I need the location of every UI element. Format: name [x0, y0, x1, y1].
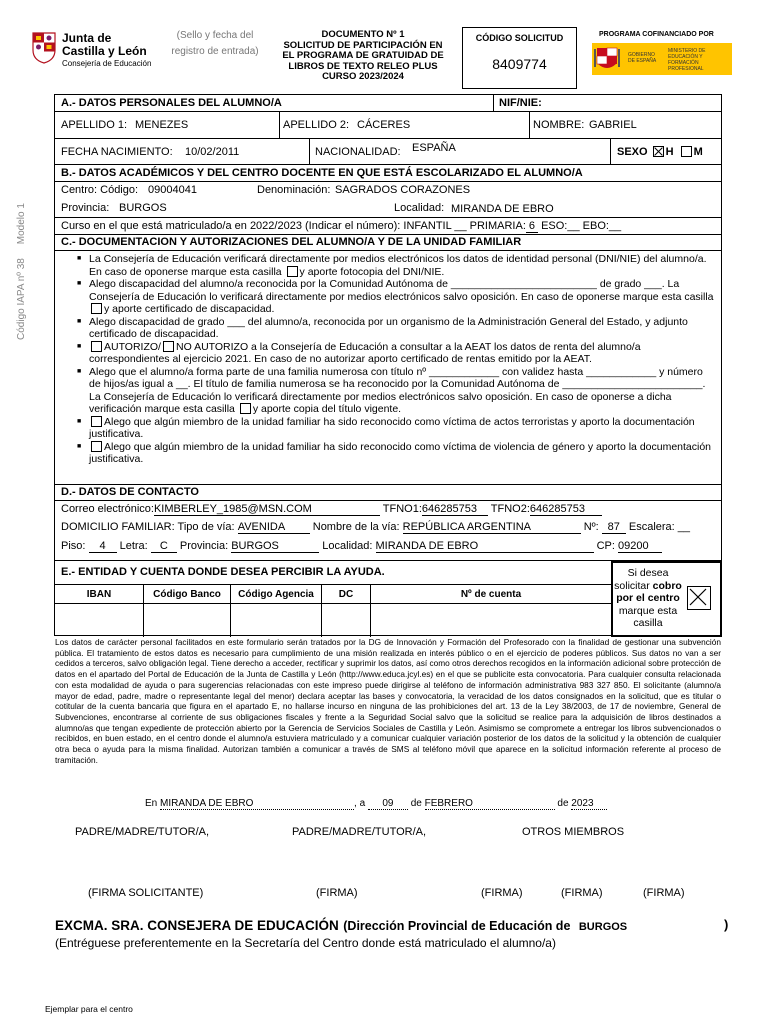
iban-input[interactable] [55, 604, 143, 637]
no-autorizo-checkbox[interactable] [163, 341, 174, 352]
list-item: ■ Alego discapacidad de grado ___ del alumno/a, reconocida por un organismo de la Administración General del Estado, y adjunto certificado de discapacidad. [89, 316, 716, 341]
denominacion-field[interactable]: SAGRADOS CORAZONES [335, 184, 471, 196]
firma-label-2: (FIRMA) [316, 887, 358, 899]
curso-text: Curso en el que está matriculado/a en 2022/2023 (Indicar el número): INFANTIL __ PRIMARIA: [61, 220, 526, 232]
contact-line2: DOMICILIO FAMILIAR: Tipo de vía: AVENIDA Nombre de la vía: REPÚBLICA ARGENTINA Nº: 87 Escalera: __ [61, 521, 691, 533]
denominacion-label: Denominación: [257, 184, 331, 196]
list-item: ■ Alego que algún miembro de la unidad familiar ha sido reconocido como víctima de actos terroristas y aporto la documentación justificativa. [89, 416, 716, 441]
section-b-provincia [55, 199, 722, 218]
ministerio-logo [592, 43, 732, 75]
section-c-header [55, 235, 722, 251]
document-title-block [270, 30, 456, 83]
list-item: ■ Alego que el alumno/a forma parte de una familia numerosa con título nº ____________ con validez hasta ____________ y número de hijos/as igual a __. El título de familia numerosa se ha reconocido por la Comunidad Autónoma de ________________________. La Consejería de Educación lo verificará directamente por medios electrónicos salvo oposición. En caso de oponerse a dicha verificación marque esta casilla y aporte copia del título vigente. [89, 366, 716, 416]
divider [610, 139, 611, 165]
section-b-curso [55, 218, 722, 235]
castilla-leon-shield-icon [32, 32, 56, 64]
col-agencia: Código Agencia [238, 589, 314, 600]
doc-sub2: EL PROGRAMA DE GRATUIDAD DE [282, 50, 444, 61]
contact-line3: Piso: 4 Letra: C Provincia: BURGOS Localidad: MIRANDA DE EBRO CP: 09200 [61, 540, 662, 553]
col-cuenta: Nº de cuenta [460, 589, 522, 600]
doc-sub3: LIBROS DE TEXTO RELEO PLUS [288, 60, 438, 72]
numero-field[interactable]: 87 [602, 521, 626, 534]
banco-input[interactable] [144, 604, 230, 637]
nif-label: NIF/NIE: [499, 97, 542, 109]
section-a-header [55, 95, 722, 112]
doc-title: DOCUMENTO Nº 1 [321, 29, 405, 40]
section-d-title: D.- DATOS DE CONTACTO [61, 486, 199, 498]
nacionalidad-field[interactable]: ESPAÑA [412, 142, 456, 154]
provincia-field[interactable]: BURGOS [119, 202, 167, 214]
spain-coat-of-arms-icon [594, 44, 624, 74]
sello-text: (Sello y fecha del registro de entrada) [171, 30, 259, 57]
list-item: ■ Alego discapacidad del alumno/a reconocida por la Comunidad Autónoma de _________________________ de grado ___. La Consejería de Educación lo verificará directamente por medios electrónicos salvo oposición. En caso de oponerse marque esta casilla y aporte certificado de discapacidad. [89, 278, 716, 316]
signature-area-3[interactable] [470, 842, 710, 882]
autorizo-checkbox[interactable] [91, 341, 102, 352]
province-field[interactable]: BURGOS [578, 921, 628, 933]
section-c-title: C.- DOCUMENTACION Y AUTORIZACIONES DEL ALUMNO/A Y DE LA UNIDAD FAMILIAR [61, 236, 522, 248]
dc-input[interactable] [322, 604, 370, 637]
section-d-header [55, 485, 722, 501]
section-b-title: B.- DATOS ACADÉMICOS Y DEL CENTRO DOCENTE EN QUE ESTÁ ESCOLARIZADO EL ALUMNO/A [61, 167, 583, 179]
ministerio-text: MINISTERIO DE EDUCACIÓN Y FORMACIÓN PROFESIONAL [668, 48, 706, 72]
victima-terrorismo-checkbox[interactable] [91, 416, 102, 427]
oposicion-dni-checkbox[interactable] [287, 266, 298, 277]
signature-area-2[interactable] [292, 842, 442, 882]
nombre-label: NOMBRE: [533, 119, 585, 131]
codigo-label: CÓDIGO SOLICITUD [475, 33, 564, 43]
tipo-via-field[interactable]: AVENIDA [238, 521, 310, 534]
logo-line1: Junta de [62, 31, 112, 45]
apellido1-field[interactable]: MENEZES [135, 119, 189, 131]
addressee-close: ) [724, 917, 729, 932]
oposicion-discapacidad-checkbox[interactable] [91, 303, 102, 314]
email-field[interactable]: KIMBERLEY_1985@MSN.COM [154, 503, 380, 516]
apellido2-field[interactable]: CÁCERES [357, 119, 411, 131]
sexo-group [617, 146, 703, 158]
nombre-field[interactable]: GABRIEL [589, 119, 637, 131]
day-field[interactable]: 09 [368, 798, 408, 810]
delivery-note: (Entréguese preferentemente en la Secretaría del Centro donde está matriculado el alumno/a) [55, 936, 556, 950]
doc-sub1: SOLICITUD DE PARTICIPACIÓN EN [283, 39, 443, 51]
apellido1-label: APELLIDO 1: [61, 119, 128, 131]
cobro-centro-checkbox[interactable] [687, 586, 711, 610]
col-dc: DC [338, 589, 354, 600]
city-field[interactable]: MIRANDA DE EBRO [160, 798, 354, 810]
gobierno-text: GOBIERNO DE ESPAÑA [628, 52, 657, 64]
primaria-field[interactable]: 6 [526, 220, 538, 233]
divider [309, 139, 310, 165]
localidad-field[interactable]: MIRANDA DE EBRO [451, 203, 554, 215]
divider [279, 112, 280, 139]
nacionalidad-label: NACIONALIDAD: [315, 146, 401, 158]
cuenta-input[interactable] [371, 604, 611, 637]
localidad-label: Localidad: [394, 202, 445, 214]
section-a-names [55, 112, 722, 139]
violencia-genero-checkbox[interactable] [91, 441, 102, 452]
localidad-contact-field[interactable]: MIRANDA DE EBRO [376, 540, 594, 553]
signature-area-1[interactable] [75, 842, 225, 882]
check-x-icon [687, 586, 709, 608]
sexo-h-label: H [665, 146, 674, 158]
logo [32, 32, 162, 72]
provincia-label: Provincia: [61, 202, 110, 214]
section-b-header [55, 165, 722, 182]
logo-line3: Consejería de Educación [62, 59, 152, 68]
direccion-provincial: (Dirección Provincial de Educación de [343, 919, 571, 933]
cofinanciado-label: PROGRAMA COFINANCIADO POR [599, 31, 714, 38]
sexo-m-checkbox[interactable] [681, 146, 692, 157]
section-e [55, 562, 611, 636]
divider [529, 112, 530, 139]
firma-label-5: (FIRMA) [643, 887, 685, 899]
curso-line [61, 220, 621, 233]
sexo-label: SEXO [617, 146, 648, 158]
section-a-birth [55, 139, 722, 165]
list-item: ■ La Consejería de Educación verificará directamente por medios electrónicos los datos de identidad personal (DNI/NIE) del alumno/a. En caso de oponerse marque esta casilla y aporte fotocopia del DNI/NIE. [89, 253, 716, 278]
centro-code[interactable]: 09004041 [148, 184, 197, 196]
cobro-centro-box [611, 561, 722, 637]
nombre-via-field[interactable]: REPÚBLICA ARGENTINA [403, 521, 581, 534]
list-item: ■ AUTORIZO/ NO AUTORIZO a la Consejería de Educación a consultar a la AEAT los datos de renta del alumno/a correspondientes al ejercicio 2021. En caso de no autorizar aporto certificado de rentas emitido por la AEAT. [89, 341, 716, 366]
doc-sub4: CURSO 2023/2024 [322, 71, 404, 82]
section-c-body [55, 251, 722, 485]
col-iban: IBAN [86, 589, 112, 600]
piso-field[interactable]: 4 [89, 540, 117, 553]
fecha-label: FECHA NACIMIENTO: [61, 146, 173, 158]
signature-label-1: PADRE/MADRE/TUTOR/A, [75, 826, 210, 838]
section-c-list [75, 253, 716, 466]
legal-text: Los datos de carácter personal facilitados en este formulario serán tratados por la DG de Innovación y Formación del Profesorado con la finalidad de gestionar una subvención pública. El tratamiento de estos datos es necesario para cumplimiento de una misión realizada en interés público o en el ejercicio de poderes públicos. Sus datos no van a ser cedidos a terceros, salvo obligación legal. Tiene derecho a acceder, rectificar y suprimir los datos, así como otros derechos recogidos en la información adicional sobre protección de datos en el apartado del Portal de Educación de la Junta de Castilla y León (http://www.educa.jcyl.es) en el que se publicite esta convocatoria. Para cualquier consulta relacionada con esta modalidad de ayuda o para sugerencias relacionadas con este impreso puede dirigirse al teléfono de información administrativa 983 327 850. El solicitante (alumno/a mayor de edad, padre, madre o representante legal del menor) declara aceptar las bases y convocatoria, la veracidad de los datos consignados en la solicitud, que es titular o cotitular de la cuenta bancaria que figura en el apartado E, no hallarse incurso en ninguna de las prohibiciones del art. 13 de la Ley 38/2003, de 17 de noviembre, General de Subvenciones, encontrarse al corriente de sus obligaciones fiscales y frente a la Seguridad Social salvo que la solicitud se realice para la adquisición de libros destinados a alumno/as que tengan expediente de protección abierto por la Gerencia de Servicios Sociales de Castilla y León. Asimismo se compromete a entregar los libros subvencionados o recibidos, en buen estado, en el centro donde el alumno/a estuviera matriculado y a comunicar cualquier variación posterior de los datos de la solicitud y la obtención de cualquier otra beca o ayuda para la misma finalidad. Autorizan también a comunicar a través de SMS al teléfono móvil que aparece en la solicitud información referente al proceso de tramitación. [55, 637, 721, 765]
codigo-value: 8409774 [492, 56, 547, 72]
agencia-input[interactable] [231, 604, 321, 637]
provincia-contact-field[interactable]: BURGOS [231, 540, 319, 553]
section-d-body [55, 501, 722, 561]
curso-tail: ESO:__ EBO:__ [538, 220, 622, 232]
list-item: ■ Alego que algún miembro de la unidad familiar ha sido reconocido como víctima de violencia de género y aporto la documentación justificativa. [89, 441, 716, 466]
col-banco: Código Banco [153, 589, 221, 600]
ejemplar-label: Ejemplar para el centro [45, 1004, 133, 1014]
signature-label-2: PADRE/MADRE/TUTOR/A, [292, 826, 427, 838]
cp-field[interactable]: 09200 [618, 540, 662, 553]
firma-label-3: (FIRMA) [481, 887, 523, 899]
oposicion-familia-numerosa-checkbox[interactable] [240, 403, 251, 414]
side-code-text: Código IAPA nº 38 Modelo 1 [16, 203, 27, 340]
cobro-centro-text: Si desea solicitar cobro por el centro marque esta casilla [614, 567, 682, 629]
codigo-solicitud-box [462, 27, 577, 89]
logo-line2: Castilla y León [62, 44, 147, 58]
apellido2-label: APELLIDO 2: [283, 119, 350, 131]
sexo-m-label: M [693, 146, 703, 158]
fecha-field[interactable]: 10/02/2011 [185, 146, 240, 158]
contact-line1: Correo electrónico:KIMBERLEY_1985@MSN.COM TFNO1:646285753 TFNO2:646285753 [61, 503, 602, 516]
addressee-line [55, 917, 627, 935]
sexo-h-checkbox[interactable] [653, 146, 664, 157]
tfno2-field[interactable]: 646285753 [530, 503, 602, 516]
section-b-centro [55, 182, 722, 199]
month-field[interactable]: FEBRERO [425, 798, 555, 810]
letra-field[interactable]: C [151, 540, 177, 553]
firma-label-4: (FIRMA) [561, 887, 603, 899]
tfno1-field[interactable]: 646285753 [422, 503, 488, 516]
section-e-title: E.- ENTIDAD Y CUENTA DONDE DESEA PERCIBIR LA AYUDA. [61, 566, 385, 578]
place-date-line: En MIRANDA DE EBRO , a 09 de FEBRERO de 2023 [145, 798, 607, 810]
addressee: EXCMA. SRA. CONSEJERA DE EDUCACIÓN [55, 918, 339, 933]
firma-solicitante-label: (FIRMA SOLICITANTE) [88, 887, 204, 899]
sello-box [165, 28, 265, 60]
divider [493, 95, 494, 112]
signature-label-3: OTROS MIEMBROS [522, 826, 625, 838]
bank-table [55, 584, 611, 637]
section-a-title: A.- DATOS PERSONALES DEL ALUMNO/A [61, 97, 282, 109]
year-field[interactable]: 2023 [571, 798, 607, 810]
centro-label: Centro: Código: [61, 184, 139, 196]
